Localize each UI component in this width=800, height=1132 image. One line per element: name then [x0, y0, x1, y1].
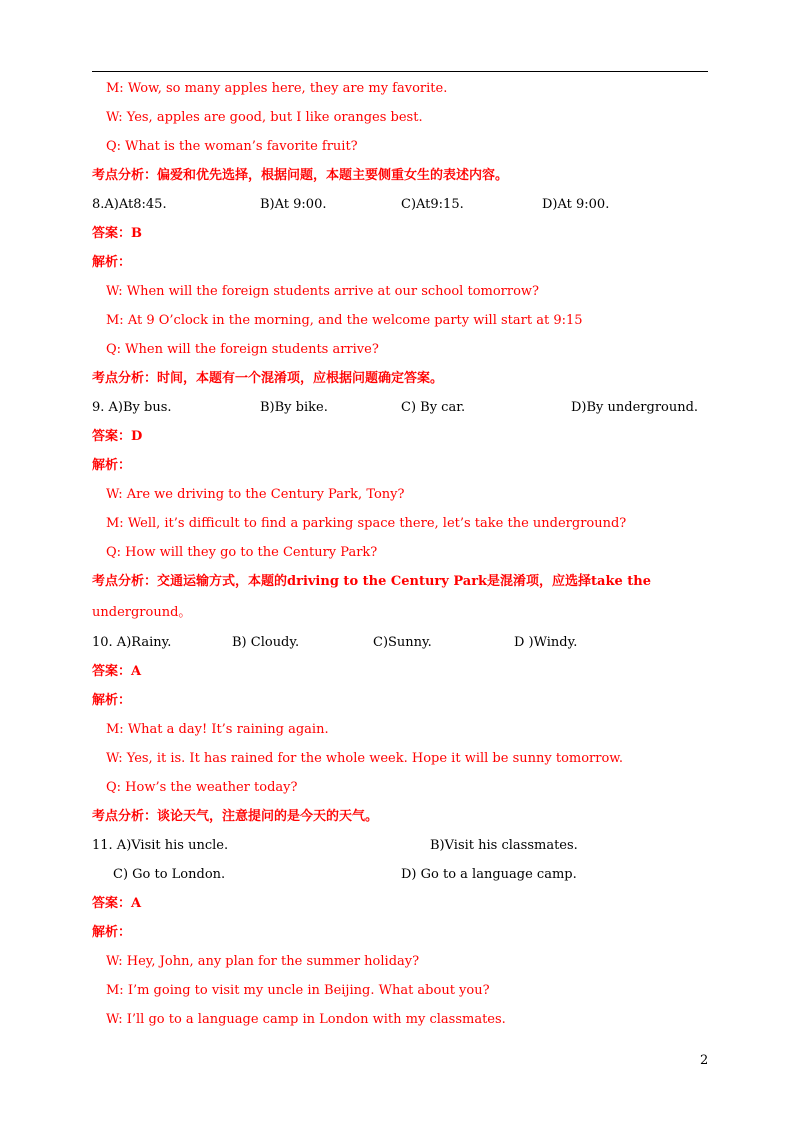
q10-option-a: 10. A)Rainy. [92, 635, 172, 650]
q10-option-c: C)Sunny. [373, 635, 432, 650]
q8-answer: 答案：B [92, 226, 142, 241]
q9-answer: 答案：D [92, 429, 143, 444]
q9-analysis-line-2: underground。 [92, 605, 192, 620]
q11-option-d: D) Go to a language camp. [401, 867, 577, 882]
q11-options-row-1 [92, 837, 578, 855]
q10-jiexi-label: 解析： [92, 693, 132, 708]
q9-dialogue-line-1: W: Are we driving to the Century Park, Tony? [106, 487, 405, 502]
q7-dialogue-line-1: M: Wow, so many apples here, they are my favorite. [106, 81, 448, 96]
q8-jiexi-label: 解析： [92, 255, 132, 270]
q9-options [92, 399, 698, 417]
q8-dialogue-line-1: W: When will the foreign students arrive at our school tomorrow? [106, 284, 540, 299]
q9-option-b: B)By bike. [260, 400, 328, 415]
q9-jiexi-label: 解析： [92, 458, 132, 473]
q11-dialogue-line-2: M: I’m going to visit my uncle in Beijing. What about you? [106, 983, 490, 998]
q11-option-a: 11. A)Visit his uncle. [92, 838, 229, 853]
q9-option-c: C) By car. [401, 400, 466, 415]
q10-analysis: 考点分析：谈论天气，注意提问的是今天的天气。 [92, 809, 379, 824]
q8-option-c: C)At9:15. [401, 197, 464, 212]
q11-dialogue-line-1: W: Hey, John, any plan for the summer holiday? [106, 954, 420, 969]
q9-option-a: 9. A)By bus. [92, 400, 172, 415]
q11-answer: 答案：A [92, 896, 142, 911]
q10-option-b: B) Cloudy. [232, 635, 300, 650]
q8-option-b: B)At 9:00. [260, 197, 327, 212]
q10-option-d: D )Windy. [514, 635, 578, 650]
q7-dialogue-line-3: Q: What is the woman’s favorite fruit? [106, 139, 358, 154]
q10-dialogue-line-1: M: What a day! It’s raining again. [106, 722, 329, 737]
header-rule [92, 71, 708, 72]
q7-analysis: 考点分析：偏爱和优先选择，根据问题，本题主要侧重女生的表述内容。 [92, 168, 509, 183]
q8-option-a: 8.A)At8:45. [92, 197, 167, 212]
q8-option-d: D)At 9:00. [542, 197, 610, 212]
q11-options-row-2 [113, 866, 577, 884]
q11-option-c: C) Go to London. [113, 867, 226, 882]
q10-answer: 答案：A [92, 664, 142, 679]
q8-dialogue-line-3: Q: When will the foreign students arrive? [106, 342, 379, 357]
q9-option-d: D)By underground. [571, 400, 699, 415]
q10-dialogue-line-2: W: Yes, it is. It has rained for the whole week. Hope it will be sunny tomorrow. [106, 751, 624, 766]
q10-dialogue-line-3: Q: How’s the weather today? [106, 780, 298, 795]
q8-options [92, 196, 609, 214]
q8-analysis: 考点分析：时间，本题有一个混淆项，应根据问题确定答案。 [92, 371, 444, 386]
page-number: 2 [700, 1053, 709, 1068]
q7-dialogue-line-2: W: Yes, apples are good, but I like oranges best. [106, 110, 423, 125]
q8-dialogue-line-2: M: At 9 O’clock in the morning, and the welcome party will start at 9:15 [106, 313, 583, 328]
q11-jiexi-label: 解析： [92, 925, 132, 940]
q9-analysis-line-1: 考点分析：交通运输方式，本题的driving to the Century Park是混淆项，应选择take the [92, 574, 652, 589]
q9-dialogue-line-3: Q: How will they go to the Century Park? [106, 545, 378, 560]
q10-options [92, 634, 577, 652]
q11-option-b: B)Visit his classmates. [430, 838, 578, 853]
q11-dialogue-line-3: W: I’ll go to a language camp in London with my classmates. [106, 1012, 506, 1027]
q9-dialogue-line-2: M: Well, it’s difficult to find a parking space there, let’s take the underground? [106, 516, 627, 531]
